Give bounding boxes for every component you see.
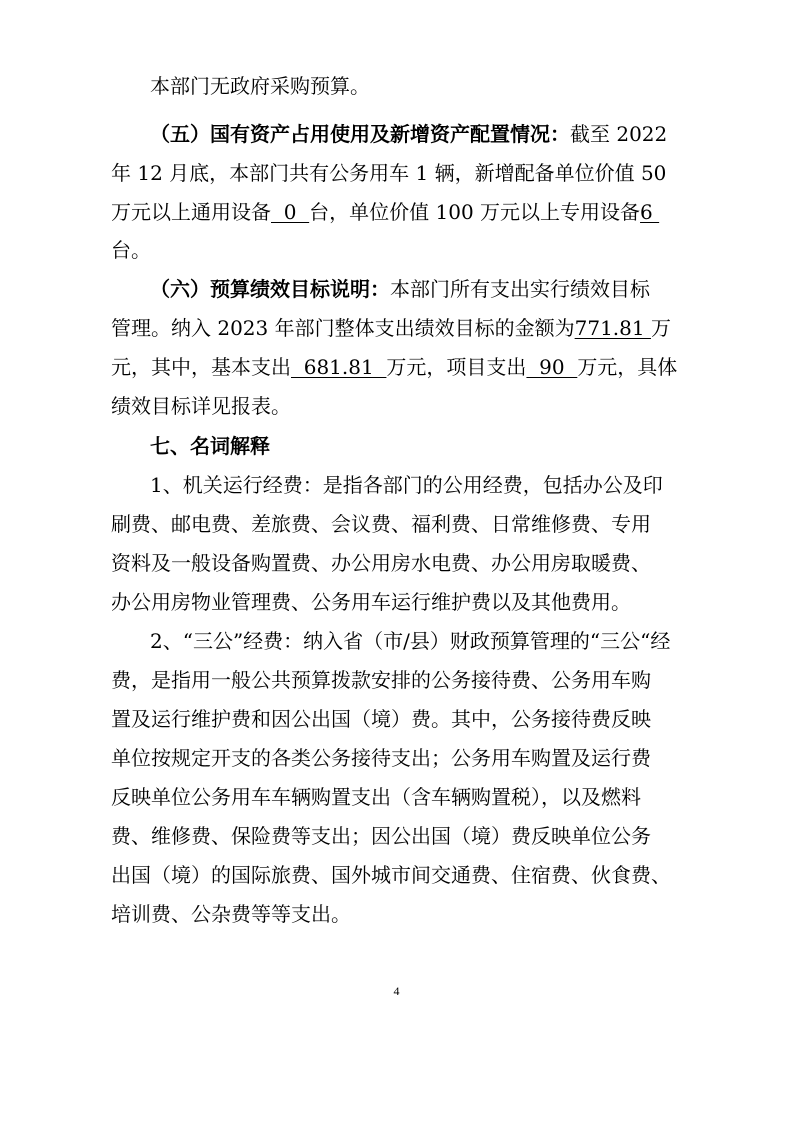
glossary-item2-line — [111, 896, 691, 932]
total-amount: 771.81 — [574, 316, 651, 340]
project-amount: 90 — [526, 355, 578, 379]
asset-line3-b: 台，单位价值 100 万元以上专用设备 — [309, 200, 641, 224]
asset-section-heading: （五）国有资产占用使用及新增资产配置情况： — [150, 122, 570, 146]
glossary-item2-text: 置及运行维护费和因公出国（境）费。其中，公务接待费反映 — [111, 707, 651, 731]
glossary-heading-line — [150, 428, 691, 464]
glossary-item1-text: 资料及一般设备购置费、办公用房水电费、办公用房取暖费、 — [111, 551, 651, 575]
performance-section-line-3 — [111, 349, 691, 385]
glossary-item2-line — [111, 701, 691, 737]
performance-section-line-4 — [111, 388, 691, 424]
performance-line1-tail: 本部门所有支出实行绩效目标 — [390, 277, 650, 301]
glossary-item2-text: 费，是指用一般公共预算拨款安排的公务接待费、公务用车购 — [111, 668, 651, 692]
glossary-item1-line — [111, 584, 691, 620]
glossary-item2-line — [111, 818, 691, 854]
basic-amount: 681.81 — [291, 355, 387, 379]
glossary-item2-line — [111, 857, 691, 893]
performance-section-heading: （六）预算绩效目标说明： — [150, 277, 390, 301]
glossary-item2-line — [111, 740, 691, 776]
procurement-line — [150, 68, 691, 104]
asset-section-line-1 — [150, 116, 691, 152]
performance-line2-a: 管理。纳入 2023 年部门整体支出绩效目标的金额为 — [111, 316, 575, 340]
glossary-item2-text: 反映单位公务用车车辆购置支出（含车辆购置税），以及燃料 — [111, 785, 641, 809]
glossary-item1-line — [111, 506, 691, 542]
glossary-item1-line — [111, 545, 691, 581]
asset-section-line-4 — [111, 232, 691, 268]
glossary-item2-text: 2、“三公”经费：纳入省（市/县）财政预算管理的“三公“经 — [150, 629, 671, 653]
glossary-item2-line — [150, 623, 691, 659]
glossary-item1-line — [150, 467, 691, 503]
glossary-item2-text: 培训费、公杂费等等支出。 — [111, 902, 351, 926]
glossary-item2-text: 单位按规定开支的各类公务接待支出；公务用车购置及运行费 — [111, 746, 651, 770]
glossary-item1-text: 办公用房物业管理费、公务用车运行维护费以及其他费用。 — [111, 590, 631, 614]
performance-line4: 绩效目标详见报表。 — [111, 394, 291, 418]
asset-section-line-3 — [111, 194, 691, 230]
asset-section-line-2 — [111, 155, 691, 191]
performance-section-line-2 — [111, 310, 691, 346]
performance-line3-b: 万元，项目支出 — [386, 355, 527, 379]
general-equipment-count: 0 — [271, 200, 310, 224]
glossary-item1-text: 1、机关运行经费：是指各部门的公用经费，包括办公及印 — [150, 473, 663, 497]
glossary-item2-line — [111, 662, 691, 698]
procurement-text: 本部门无政府采购预算。 — [150, 74, 370, 98]
asset-line2: 年 12 月底，本部门共有公务用车 1 辆，新增配备单位价值 50 — [111, 161, 667, 185]
performance-section-line-1 — [150, 271, 691, 307]
asset-line4: 台。 — [111, 238, 151, 262]
performance-line3-c: 万元，具体 — [577, 355, 678, 379]
performance-line2-b: 万 — [650, 316, 671, 340]
glossary-item1-text: 刷费、邮电费、差旅费、会议费、福利费、日常维修费、专用 — [111, 512, 651, 536]
glossary-item2-text: 出国（境）的国际旅费、国外城市间交通费、住宿费、伙食费、 — [111, 863, 671, 887]
performance-line3-a: 元，其中，基本支出 — [111, 355, 291, 379]
glossary-item2-text: 费、维修费、保险费等支出；因公出国（境）费反映单位公务 — [111, 824, 651, 848]
glossary-heading: 七、名词解释 — [150, 434, 270, 458]
asset-line3-a: 万元以上通用设备 — [111, 200, 271, 224]
asset-line1-tail: 截至 2022 — [570, 122, 668, 146]
glossary-item2-line — [111, 779, 691, 815]
special-equipment-count: 6 — [640, 200, 660, 224]
page-number: 4 — [393, 984, 400, 998]
